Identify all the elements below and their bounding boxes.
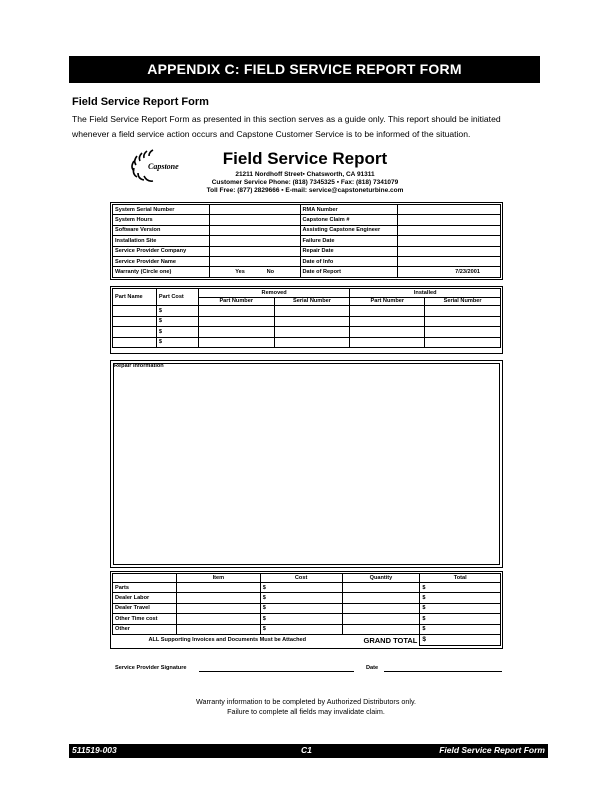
removed-serial-number-header: Serial Number bbox=[274, 297, 350, 306]
repair-information-label: Repair Information bbox=[114, 363, 164, 369]
cost-row-label: Dealer Labor bbox=[113, 593, 177, 603]
date-line[interactable] bbox=[384, 671, 502, 672]
cost-row-label: Other bbox=[113, 624, 177, 634]
info-row bbox=[113, 256, 501, 266]
cost-row-label: Other Time cost bbox=[113, 614, 177, 624]
cost-total-cell[interactable]: $ bbox=[420, 603, 501, 613]
installed-part-number-header: Part Number bbox=[350, 297, 425, 306]
cost-quantity-cell[interactable] bbox=[342, 624, 420, 634]
installed-serial-number-header: Serial Number bbox=[425, 297, 501, 306]
footer-doc-number: 511519-003 bbox=[72, 745, 117, 755]
installed-serial-number-cell[interactable] bbox=[425, 316, 501, 327]
info-row bbox=[113, 267, 501, 277]
info-left-label: Installation Site bbox=[113, 236, 210, 246]
cost-value-cell[interactable]: $ bbox=[260, 583, 342, 593]
info-right-label: Failure Date bbox=[300, 236, 398, 246]
footer-title: Field Service Report Form bbox=[439, 745, 545, 755]
quantity-header: Quantity bbox=[342, 574, 420, 583]
cost-total-cell[interactable]: $ bbox=[420, 593, 501, 603]
cost-item-cell[interactable] bbox=[176, 583, 260, 593]
removed-part-number-cell[interactable] bbox=[198, 337, 274, 348]
part-cost-cell[interactable]: $ bbox=[156, 316, 198, 327]
removed-part-number-cell[interactable] bbox=[198, 306, 274, 317]
part-name-header: Part Name bbox=[113, 289, 157, 306]
part-name-cell[interactable] bbox=[113, 306, 157, 317]
form-phone: Customer Service Phone: (818) 7345325 ▪ Fax: (818) 7341079 bbox=[211, 179, 399, 186]
footer-page-number: C1 bbox=[301, 745, 312, 755]
warranty-note-line-1: Warranty information to be completed by Authorized Distributors only. bbox=[195, 697, 417, 706]
section-intro: The Field Service Report Form as presented in this section serves as a guide only. This report should be initiated whenever a field service action occurs and Capstone Customer Service is to be informed of the situation. bbox=[72, 114, 501, 139]
cost-row bbox=[113, 593, 501, 603]
signature-label: Service Provider Signature bbox=[115, 665, 187, 671]
info-left-label: System Serial Number bbox=[113, 205, 210, 215]
form-title: Field Service Report bbox=[222, 149, 388, 168]
info-right-label: Capstone Claim # bbox=[300, 215, 398, 225]
cost-item-cell[interactable] bbox=[176, 624, 260, 634]
part-name-cell[interactable] bbox=[113, 316, 157, 327]
cost-row bbox=[113, 624, 501, 634]
warranty-note-line-2: Failure to complete all fields may invalidate claim. bbox=[227, 707, 385, 716]
parts-row bbox=[113, 306, 501, 317]
info-right-label: Date of Info bbox=[300, 256, 398, 266]
info-row bbox=[113, 215, 501, 225]
info-right-value[interactable] bbox=[398, 225, 501, 235]
info-left-value[interactable] bbox=[209, 205, 300, 215]
info-left-label: Service Provider Name bbox=[113, 256, 210, 266]
info-left-value[interactable] bbox=[209, 236, 300, 246]
appendix-banner: APPENDIX C: FIELD SERVICE REPORT FORM bbox=[69, 56, 540, 83]
info-row bbox=[113, 225, 501, 235]
cost-row-label: Dealer Travel bbox=[113, 603, 177, 613]
part-name-cell[interactable] bbox=[113, 327, 157, 338]
cost-total-cell[interactable]: $ bbox=[420, 624, 501, 634]
total-header: Total bbox=[420, 574, 501, 583]
cost-value-cell[interactable]: $ bbox=[260, 614, 342, 624]
installed-part-number-cell[interactable] bbox=[350, 327, 425, 338]
info-right-label: RMA Number bbox=[300, 205, 398, 215]
info-right-value[interactable] bbox=[398, 256, 501, 266]
info-right-value[interactable] bbox=[398, 246, 501, 256]
installed-serial-number-cell[interactable] bbox=[425, 337, 501, 348]
form-toll-free: Toll Free: (877) 2829666 ▪ E-mail: service@capstoneturbine.com bbox=[206, 187, 404, 194]
cost-value-cell[interactable]: $ bbox=[260, 603, 342, 613]
info-row bbox=[113, 246, 501, 256]
cost-item-cell[interactable] bbox=[176, 614, 260, 624]
date-of-report-value[interactable]: 7/23/2001 bbox=[398, 267, 501, 277]
info-left-value[interactable] bbox=[209, 246, 300, 256]
cost-value-cell[interactable]: $ bbox=[260, 593, 342, 603]
installed-header: Installed bbox=[350, 289, 501, 298]
info-left-label: Service Provider Company bbox=[113, 246, 210, 256]
cost-row bbox=[113, 614, 501, 624]
repair-information-field[interactable] bbox=[113, 363, 500, 565]
info-left-value[interactable] bbox=[209, 225, 300, 235]
date-label: Date bbox=[366, 665, 379, 671]
cost-row-label: Parts bbox=[113, 583, 177, 593]
cost-quantity-cell[interactable] bbox=[342, 583, 420, 593]
parts-row bbox=[113, 327, 501, 338]
info-left-value[interactable] bbox=[209, 256, 300, 266]
cost-blank-header bbox=[113, 574, 177, 583]
cost-total-cell[interactable]: $ bbox=[420, 614, 501, 624]
cost-table bbox=[112, 573, 501, 646]
part-name-cell[interactable] bbox=[113, 337, 157, 348]
part-cost-header: Part Cost bbox=[156, 289, 198, 306]
removed-part-number-cell[interactable] bbox=[198, 327, 274, 338]
signature-line[interactable] bbox=[199, 671, 354, 672]
repair-information-box bbox=[110, 360, 503, 568]
part-cost-cell[interactable]: $ bbox=[156, 306, 198, 317]
grand-total-label: GRAND TOTAL bbox=[363, 635, 418, 645]
removed-serial-number-cell[interactable] bbox=[274, 327, 350, 338]
attach-note: ALL Supporting Invoices and Documents Must be Attached bbox=[148, 637, 307, 644]
info-left-value[interactable] bbox=[209, 267, 300, 277]
installed-serial-number-cell[interactable] bbox=[425, 306, 501, 317]
warranty-yes[interactable]: Yes bbox=[235, 269, 245, 276]
cost-row bbox=[113, 583, 501, 593]
form-address: 21211 Nordhoff Street▪ Chatsworth, CA 91311 bbox=[235, 171, 375, 178]
cost-row bbox=[113, 603, 501, 613]
part-cost-cell[interactable]: $ bbox=[156, 337, 198, 348]
info-right-value[interactable] bbox=[398, 236, 501, 246]
cost-value-cell[interactable]: $ bbox=[260, 624, 342, 634]
page-footer bbox=[69, 744, 548, 758]
info-right-label: Date of Report bbox=[300, 267, 398, 277]
parts-row bbox=[113, 337, 501, 348]
info-left-label: Software Version bbox=[113, 225, 210, 235]
cost-quantity-cell[interactable] bbox=[342, 614, 420, 624]
parts-table bbox=[112, 288, 501, 348]
info-right-value[interactable] bbox=[398, 205, 501, 215]
installed-part-number-cell[interactable] bbox=[350, 337, 425, 348]
info-table bbox=[112, 204, 501, 278]
info-right-label: Repair Date bbox=[300, 246, 398, 256]
parts-row bbox=[113, 316, 501, 327]
cost-header: Cost bbox=[260, 574, 342, 583]
info-left-label: Warranty (Circle one) bbox=[113, 267, 210, 277]
removed-header: Removed bbox=[198, 289, 350, 298]
removed-serial-number-cell[interactable] bbox=[274, 337, 350, 348]
info-left-value[interactable] bbox=[209, 215, 300, 225]
info-right-label: Assisting Capstone Engineer bbox=[300, 225, 398, 235]
cost-item-cell[interactable] bbox=[176, 603, 260, 613]
installed-part-number-cell[interactable] bbox=[350, 316, 425, 327]
grand-total-field[interactable]: $ bbox=[420, 634, 501, 645]
removed-serial-number-cell[interactable] bbox=[274, 316, 350, 327]
warranty-no[interactable]: No bbox=[266, 269, 275, 276]
info-left-label: System Hours bbox=[113, 215, 210, 225]
cost-item-cell[interactable] bbox=[176, 593, 260, 603]
part-cost-cell[interactable]: $ bbox=[156, 327, 198, 338]
cost-total-cell[interactable]: $ bbox=[420, 583, 501, 593]
section-title: Field Service Report Form bbox=[72, 96, 209, 108]
info-row bbox=[113, 205, 501, 215]
removed-part-number-header: Part Number bbox=[198, 297, 274, 306]
installed-part-number-cell[interactable] bbox=[350, 306, 425, 317]
info-row bbox=[113, 236, 501, 246]
info-right-value[interactable] bbox=[398, 215, 501, 225]
removed-serial-number-cell[interactable] bbox=[274, 306, 350, 317]
cost-quantity-cell[interactable] bbox=[342, 603, 420, 613]
removed-part-number-cell[interactable] bbox=[198, 316, 274, 327]
svg-text:Capstone: Capstone bbox=[148, 162, 179, 171]
item-header: Item bbox=[176, 574, 260, 583]
cost-quantity-cell[interactable] bbox=[342, 593, 420, 603]
installed-serial-number-cell[interactable] bbox=[425, 327, 501, 338]
